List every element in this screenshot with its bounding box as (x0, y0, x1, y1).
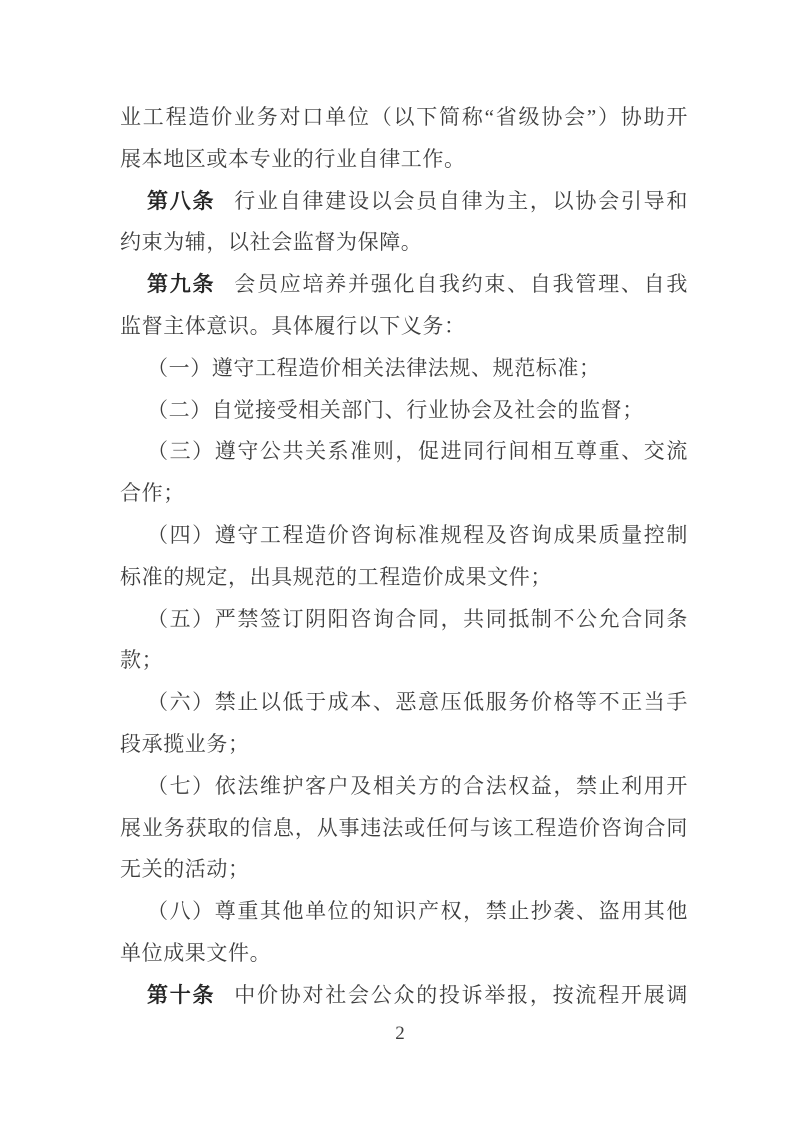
line-text: 无关的活动； (120, 857, 250, 882)
line-text: 中价协对社会公众的投诉举报，按流程开展调 (234, 982, 688, 1007)
text-line (120, 97, 688, 139)
line-text: （三）遵守公共关系准则，促进同行间相互尊重、交流 (147, 439, 688, 464)
line-text: 展本地区或本专业的行业自律工作。 (120, 146, 466, 171)
text-line (120, 264, 688, 306)
text-line (120, 599, 688, 641)
text-line (120, 431, 688, 473)
line-text: 段承揽业务； (120, 731, 250, 756)
text-line (120, 473, 688, 515)
text-line (120, 975, 688, 1017)
text-line (120, 139, 688, 181)
line-text: 会员应培养并强化自我约束、自我管理、自我 (234, 272, 688, 297)
line-text: 合作； (120, 481, 185, 506)
text-line (120, 348, 688, 390)
text-line (120, 222, 688, 264)
line-text: （一）遵守工程造价相关法律法规、规范标准； (147, 355, 601, 380)
line-text: （五）严禁签订阴阳咨询合同，共同抵制不公允合同条 (147, 606, 688, 631)
line-text: （二）自觉接受相关部门、行业协会及社会的监督； (147, 397, 644, 422)
line-text: 展业务获取的信息，从事违法或任何与该工程造价咨询合同 (120, 815, 688, 840)
line-text: （七）依法维护客户及相关方的合法权益，禁止利用开 (147, 773, 688, 798)
text-line (120, 849, 688, 891)
text-line (120, 682, 688, 724)
line-text: 标准的规定，出具规范的工程造价成果文件； (120, 564, 552, 589)
line-text: 监督主体意识。具体履行以下义务： (120, 313, 466, 338)
article-label: 第八条 (147, 188, 216, 213)
text-line (120, 933, 688, 975)
line-text: 行业自律建设以会员自律为主，以协会引导和 (234, 188, 688, 213)
text-line (120, 891, 688, 933)
text-line (120, 808, 688, 850)
article-label: 第十条 (147, 982, 216, 1007)
line-text: 款； (120, 648, 164, 673)
line-text: 约束为辅，以社会监督为保障。 (120, 230, 423, 255)
page-number: 2 (395, 1023, 405, 1044)
text-line (120, 557, 688, 599)
line-text: 业工程造价业务对口单位（以下简称“省级协会”）协助开 (120, 105, 688, 129)
text-line (120, 515, 688, 557)
line-text: 单位成果文件。 (120, 940, 272, 965)
line-text: （八）尊重其他单位的知识产权，禁止抄袭、盗用其他 (147, 899, 688, 924)
text-line (120, 640, 688, 682)
text-line (120, 181, 688, 223)
article-label: 第九条 (147, 272, 216, 297)
document-body (120, 97, 688, 1017)
line-text: （六）禁止以低于成本、恶意压低服务价格等不正当手 (147, 690, 688, 715)
text-line (120, 390, 688, 432)
text-line (120, 306, 688, 348)
text-line (120, 766, 688, 808)
text-line (120, 724, 688, 766)
line-text: （四）遵守工程造价咨询标准规程及咨询成果质量控制 (147, 522, 688, 547)
